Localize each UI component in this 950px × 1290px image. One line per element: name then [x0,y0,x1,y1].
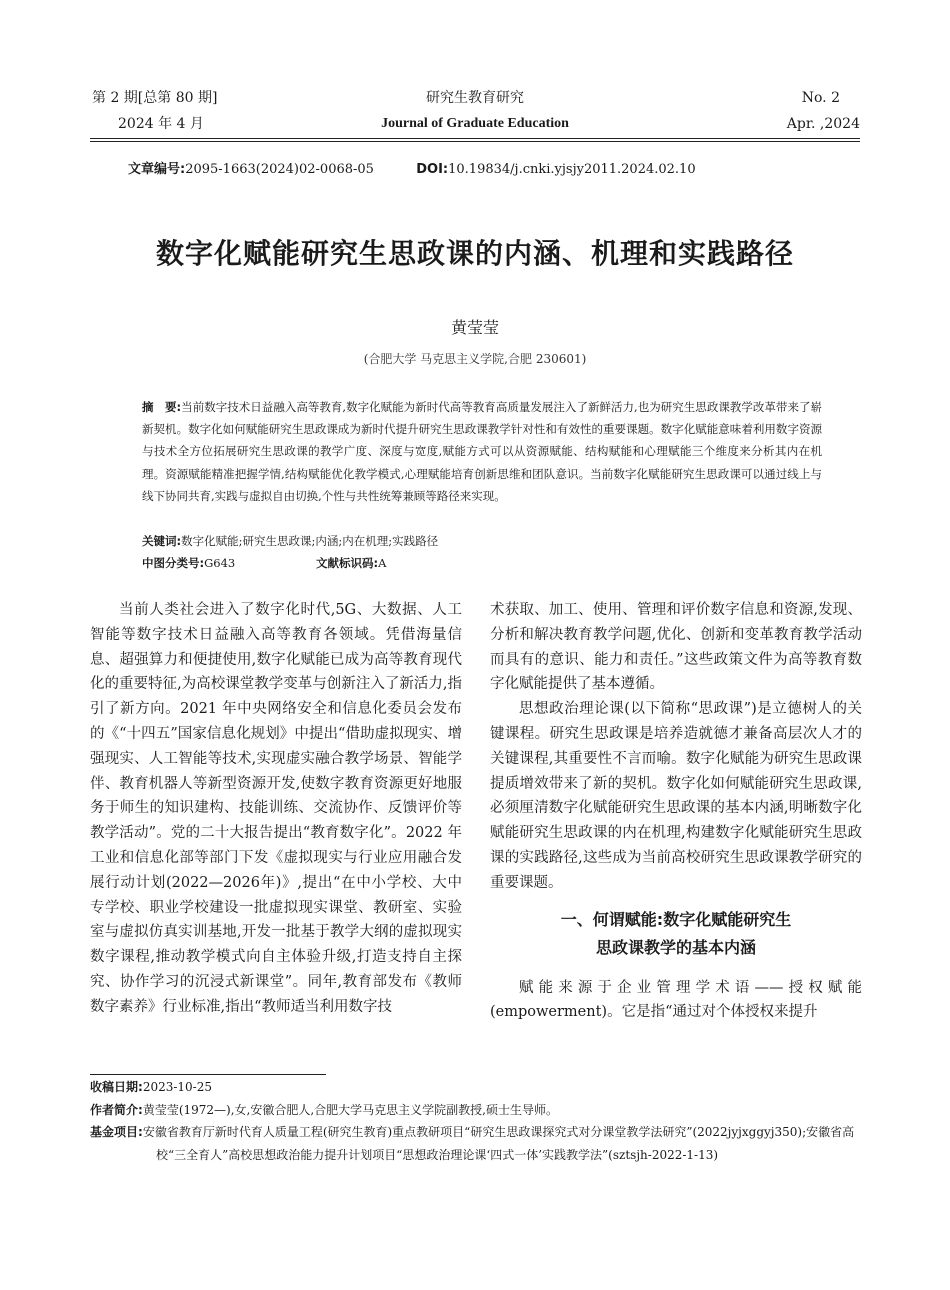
body-paragraph: 术获取、加工、使用、管理和评价数字信息和资源,发现、分析和解决教育教学问题,优化、创新和变革教育教学活动而具有的意识、能力和责任。”这些政策文件为高等教育数字化赋能提供了基本遵循。 [490,602,862,693]
doc-code-label: 文献标识码: [316,556,379,570]
page-title: 数字化赋能研究生思政课的内涵、机理和实践路径 [155,237,794,270]
received-value: 2023-10-25 [142,1080,212,1094]
article-no-label: 文章编号: [128,162,186,177]
body-right-column [490,598,862,1025]
fund-label: 基金项目: [90,1125,143,1139]
author-bio [90,1099,862,1122]
author-bio-label: 作者简介: [90,1102,143,1117]
clc-code: G643 [204,556,236,570]
fund-info [90,1121,862,1166]
received-date [90,1076,862,1099]
author-bio-text: 黄莹莹(1972—),女,安徽合肥人,合肥大学马克思主义学院副教授,硕士生导师。 [142,1102,558,1117]
abstract [142,396,822,507]
article-no: 2095-1663(2024)02-0068-05 [185,162,374,177]
body-left-column [90,598,462,1020]
footnotes [90,1076,862,1166]
section-heading [490,906,862,962]
doi: 10.19834/j.cnki.yjsjy2011.2024.02.10 [448,162,696,177]
section-heading-line2: 思政课教学的基本内涵 [595,937,756,957]
keywords [142,530,438,552]
header-rule-top [90,138,860,139]
author-name: 黄莹莹 [450,318,499,337]
keywords-text: 数字化赋能;研究生思政课;内涵;内在机理;实践路径 [181,534,439,548]
classification [142,552,235,574]
header-rule-bottom [90,141,860,142]
keywords-label: 关键词: [142,534,182,548]
header-date: 2024 年 4 月 [118,116,204,132]
header-journal-cn: 研究生教育研究 [426,90,524,106]
section-heading-line1: 一、何谓赋能:数字化赋能研究生 [560,909,792,929]
article-meta [128,158,696,177]
abstract-text: 当前数字技术日益融入高等教育,数字化赋能为新时代高等教育高质量发展注入了新鲜活力,也为研究生思政课教学改革带来了崭新契机。数字化如何赋能研究生思政课成为新时代提升研究生思政课教学针对性和有效性的重要课题。数字化赋能意味着利用数字资源与技术全方位拓展研究生思政课的教学广度、深度与宽度,赋能方式可以从资源赋能、结构赋能和心理赋能三个维度来分析其内在机理。资源赋能精准把握学情,结构赋能优化教学模式,心理赋能培育创新思维和团队意识。当前数字化赋能研究生思政课可以通过线上与线下协同共育,实践与虚拟自由切换,个性与共性统筹兼顾等路径来实现。 [142,400,822,503]
document-code [316,552,386,574]
header-date-en: Apr. ,2024 [786,116,860,132]
abstract-label: 摘 要: [142,400,182,414]
fund-text: 安徽省教育厅新时代育人质量工程(研究生教育)重点教研项目“研究生思政课探究式对分课堂教学法研究”(2022jyjxggyj350);安徽省高校“三全育人”高校思想政治能力提升计划项目“思想政治理论课‘四式一体’实践教学法”(sztsjh-2022-1-13) [142,1125,855,1162]
doc-code: A [378,556,387,570]
doi-label: DOI: [416,162,449,177]
body-paragraph: 赋能来源于企业管理学术语——授权赋能(empowerment)。它是指“通过对个体授权来提升 [490,979,862,1021]
header-journal-en: Journal of Graduate Education [381,116,569,131]
header-issue: 第 2 期[总第 80 期] [92,90,218,106]
header-issue-no: No. 2 [801,90,840,106]
body-paragraph: 当前人类社会进入了数字化时代,5G、大数据、人工智能等数字技术日益融入高等教育各领域。凭借海量信息、超强算力和便捷使用,数字化赋能已成为高等教育现代化的重要特征,为高校课堂教学变革与创新注入了新活力,指引了新方向。2021 年中央网络安全和信息化委员会发布的《“十四五”国家信息化规划》中提出“借助虚拟现实、增强现实、人工智能等技术,实现虚实融合教学场景、智能学伴、教育机器人等新型资源开发,使数字教育资源更好地服务于师生的知识建构、技能训练、交流协作、反馈评价等教学活动”。党的二十大报告提出“教育数字化”。2022 年工业和信息化部等部门下发《虚拟现实与行业应用融合发展行动计划(2022—2026年)》,提出“在中小学校、大中专学校、职业学校建设一批虚拟现实课堂、教研室、实验室与虚拟仿真实训基地,开发一批基于教学大纲的虚拟现实数字课程,推动教学模式向自主体验升级,打造支持自主探究、协作学习的沉浸式新课堂”。同年,教育部发布《教师数字素养》行业标准,指出“教师适当利用数字技 [90,602,462,1015]
body-paragraph: 思想政治理论课(以下简称“思政课”)是立德树人的关键课程。研究生思政课是培养造就德才兼备高层次人才的关键课程,其重要性不言而喻。数字化赋能为研究生思政课提质增效带来了新的契机。数字化如何赋能研究生思政课,必须厘清数字化赋能研究生思政课的基本内涵,明晰数字化赋能研究生思政课的内在机理,构建数字化赋能研究生思政课的实践路径,这些成为当前高校研究生思政课教学研究的重要课题。 [490,701,862,891]
author-affiliation: (合肥大学 马克思主义学院,合肥 230601) [363,352,587,366]
clc-label: 中图分类号: [142,556,205,570]
footnote-rule [90,1074,326,1075]
received-label: 收稿日期: [90,1080,143,1094]
